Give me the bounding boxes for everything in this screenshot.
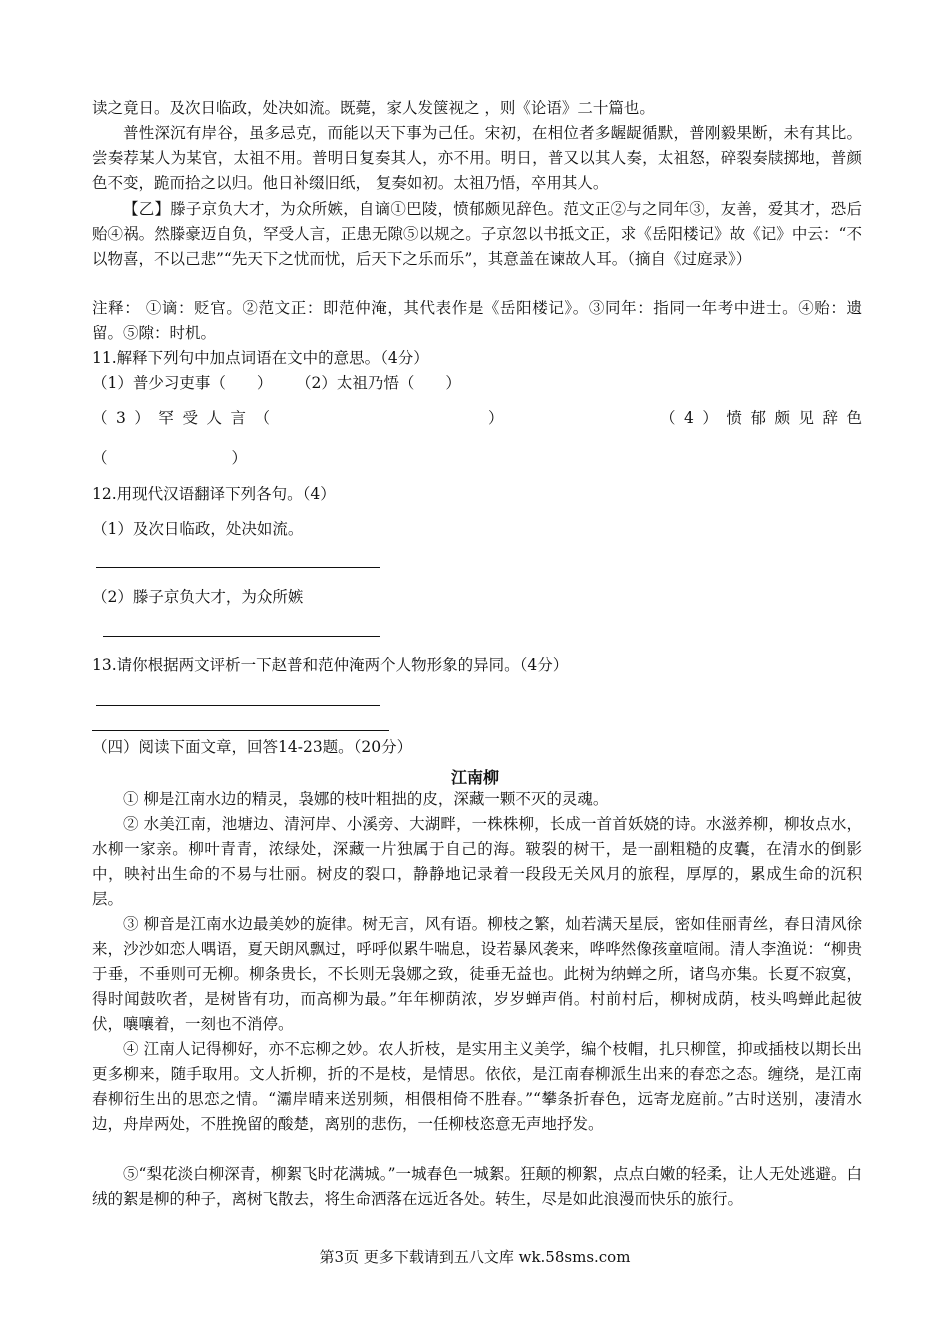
- question-13-stem: 13.请你根据两文评析一下赵普和范仲淹两个人物形象的异同。（4分）: [92, 656, 569, 674]
- article-para-5: ⑤“梨花淡白柳深青，柳絮飞时花满城。”一城春色一城絮。狂颠的柳絮，点点白嫩的轻柔，让人无处逃避。白绒的絮是柳的种子，离树飞散去，将生命洒落在远近各处。转生，尽是如此浪漫而快乐的旅行。: [92, 1165, 862, 1208]
- passage-a-line-top: 读之竟日。及次日临政，处决如流。既薨，家人发箧视之 ，则《论语》二十篇也。: [92, 99, 655, 117]
- article-para-1: ① 柳是江南水边的精灵，袅娜的枝叶粗拙的皮，深藏一颗不灭的灵魂。: [123, 790, 609, 808]
- question-11-item-3: （3）罕受人言（: [92, 409, 279, 427]
- answer-line-12-1[interactable]: [96, 567, 380, 568]
- passage-b-notes: 注释： ①谪：贬官。②范文正：即范仲淹，其代表作是《岳阳楼记》。③同年：指同一年考中进士。④贻：遗留。⑤隙：时机。: [92, 299, 862, 342]
- article-title: 江南柳: [450, 768, 499, 787]
- question-12-item-1: （1）及次日临政，处决如流。: [92, 520, 304, 538]
- passage-a-para-2: 普性深沉有岸谷，虽多忌克，而能以天下事为己任。宋初，在相位者多龌龊循默，普刚毅果断，未有其比。尝奏荐某人为某官，太祖不用。普明日复奏其人，亦不用。明日，普又以其人奏，太祖怒，碎裂奏牍掷地，普颜色不变，跪而拾之以归。他日补缀旧纸， 复奏如初。太祖乃悟，卒用其人。: [92, 124, 862, 192]
- answer-line-12-2[interactable]: [103, 636, 380, 637]
- question-11-item-2: （2）太祖乃悟（ ）: [296, 374, 461, 392]
- passage-b-text: 【乙】滕子京负大才，为众所嫉，自谪①巴陵，愤郁颇见辞色。范文正②与之同年③，友善，爱其才，恐后贻④祸。然滕豪迈自负，罕受人言，正患无隙⑤以规之。子京忽以书抵文正，求《岳阳楼记》故《记》中云：“不以物喜，不以己悲”“先天下之忧而忧，后天下之乐而乐”，其意盖在谏故人耳。（摘自《过庭录》）: [92, 200, 862, 268]
- question-12-stem: 12.用现代汉语翻译下列各句。（4）: [92, 485, 336, 503]
- article-para-2: ② 水美江南，池塘边、清河岸、小溪旁、大湖畔，一株株柳，长成一首首妖娆的诗。水滋养柳，柳妆点水，水柳一家亲。柳叶青青，浓绿处，深藏一片独属于自己的海。皲裂的树干，是一副粗糙的皮囊，在清水的倒影中，映衬出生命的不易与壮丽。树皮的裂口，静静地记录着一段段无关风月的旅程，厚厚的，累成生命的沉积层。: [92, 815, 862, 908]
- page-footer: 第3页 更多下载请到五八文库 wk.58sms.com: [319, 1248, 631, 1266]
- article-para-4: ④ 江南人记得柳好，亦不忘柳之妙。农人折枝，是实用主义美学，编个枝帽，扎只柳筐，抑或插枝以期长出更多柳来，随手取用。文人折柳，折的不是枝，是情思。依依，是江南春柳派生出来的春恋之态。缠绕，是江南春柳衍生出的思恋之情。“灞岸晴来送别频，相偎相倚不胜春。”“攀条折春色，远寄龙庭前。”古时送别，凄清水边，舟岸两处，不胜挽留的酸楚，离别的悲伤，一任柳枝恣意无声地抒发。: [92, 1040, 862, 1133]
- article-para-3: ③ 柳音是江南水边最美妙的旋律。树无言，风有语。柳枝之繁，灿若满天星辰，密如佳丽青丝，春日清风徐来，沙沙如恋人喁语，夏天朗风飘过，呼呼似累牛喘息，设若暴风袭来，哗哗然像孩童喧闹。清人李渔说：“柳贵于垂，不垂则可无柳。柳条贵长，不长则无袅娜之致，徒垂无益也。此树为纳蝉之所，诸鸟亦集。长夏不寂寞，得时闻鼓吹者，是树皆有功，而高柳为最。”年年柳荫浓，岁岁蝉声俏。村前村后，柳树成荫，枝头鸣蝉此起彼伏，嚷嚷着，一刻也不消停。: [92, 915, 862, 1033]
- question-11-item-4-paren: （ ）: [92, 449, 248, 467]
- question-11-stem: 11.解释下列句中加点词语在文中的意思。（4分）: [92, 349, 429, 367]
- question-11-item-1: （1）普少习吏事（ ）: [92, 374, 273, 392]
- section-4-header: （四）阅读下面文章，回答14-23题。（20分）: [92, 738, 413, 756]
- answer-line-13-1[interactable]: [96, 705, 380, 706]
- question-11-item-4: （4）愤郁颇见辞色: [660, 409, 871, 427]
- question-11-item-3-close: ）: [488, 409, 504, 427]
- answer-line-13-2[interactable]: [92, 730, 389, 731]
- question-12-item-2: （2）滕子京负大才，为众所嫉: [92, 588, 304, 606]
